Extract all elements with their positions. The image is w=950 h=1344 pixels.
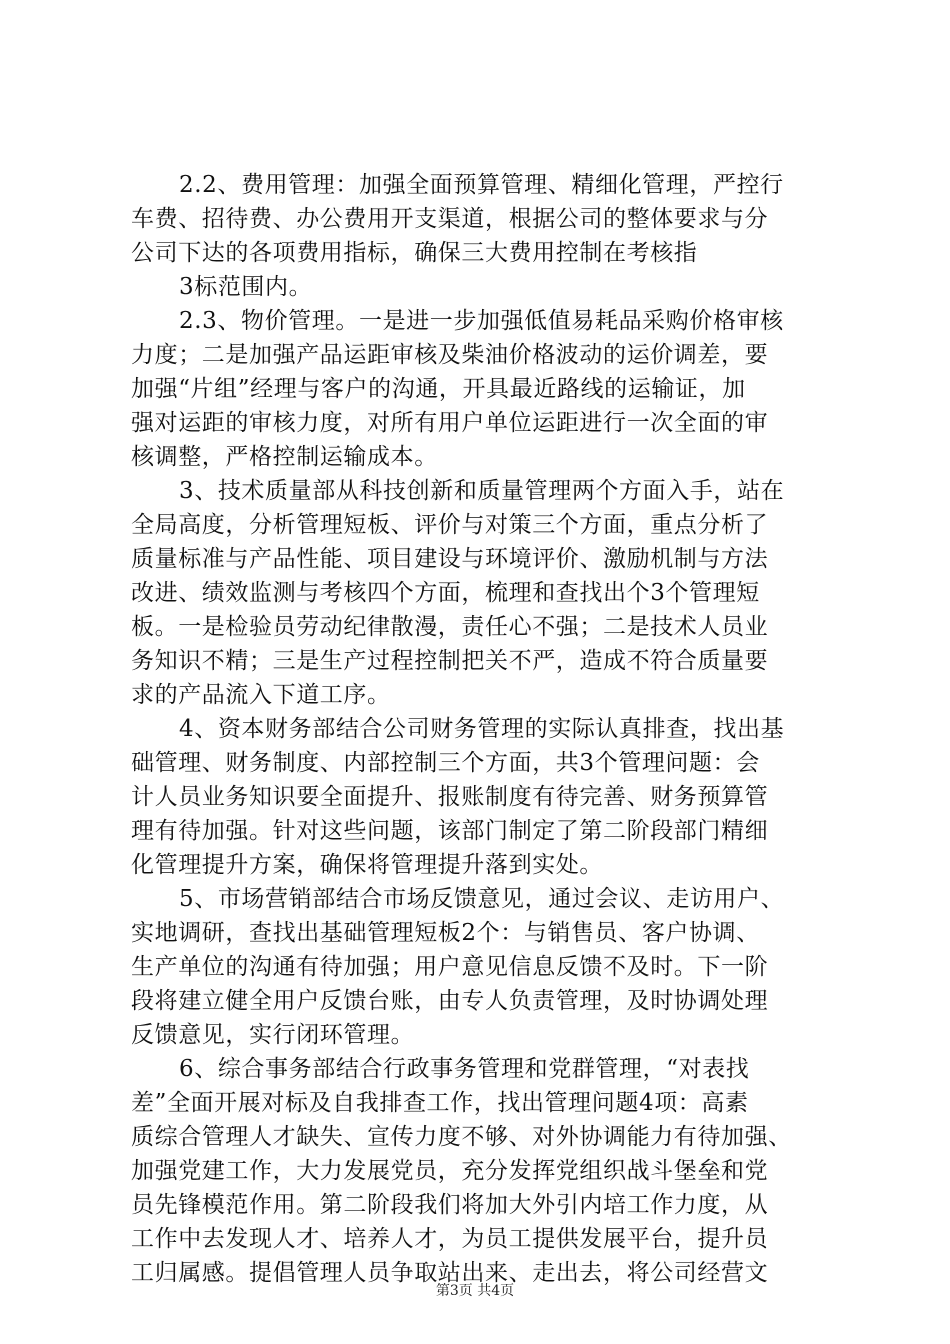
text-line: 化管理提升方案，确保将管理提升落到实处。	[131, 852, 603, 878]
text-line: 3、技术质量部从科技创新和质量管理两个方面入手，站在	[179, 478, 785, 504]
text-line: 质综合管理人才缺失、宣传力度不够、对外协调能力有待加强、	[131, 1124, 792, 1150]
text-line: 4、资本财务部结合公司财务管理的实际认真排查，找出基	[179, 716, 785, 742]
text-line: 板。一是检验员劳动纪律散漫，责任心不强；二是技术人员业	[131, 614, 769, 640]
text-line: 务知识不精；三是生产过程控制把关不严，造成不符合质量要	[131, 648, 769, 674]
text-line: 计人员业务知识要全面提升、报账制度有待完善、财务预算管	[131, 784, 769, 810]
text-line: 核调整，严格控制运输成本。	[131, 444, 438, 470]
text-line: 全局高度，分析管理短板、评价与对策三个方面，重点分析了	[131, 512, 769, 538]
text-line: 工作中去发现人才、培养人才，为员工提供发展平台，提升员	[131, 1226, 769, 1252]
text-line: 改进、绩效监测与考核四个方面，梳理和查找出个3个管理短	[131, 580, 760, 606]
text-line: 础管理、财务制度、内部控制三个方面，共3个管理问题：会	[131, 750, 760, 776]
text-line: 实地调研，查找出基础管理短板2个：与销售员、客户协调、	[131, 920, 760, 946]
text-line: 理有待加强。针对这些问题，该部门制定了第二阶段部门精细	[131, 818, 769, 844]
document-body	[131, 168, 841, 1290]
text-line: 段将建立健全用户反馈台账，由专人负责管理，及时协调处理	[131, 988, 769, 1014]
text-line: 加强“片组”经理与客户的沟通，开具最近路线的运输证，加	[131, 376, 746, 402]
text-line: 力度；二是加强产品运距审核及柴油价格波动的运价调差，要	[131, 342, 769, 368]
text-line: 2.3、物价管理。一是进一步加强低值易耗品采购价格审核	[179, 308, 784, 334]
text-line: 反馈意见，实行闭环管理。	[131, 1022, 415, 1048]
text-line: 质量标准与产品性能、项目建设与环境评价、激励机制与方法	[131, 546, 769, 572]
text-line: 5、市场营销部结合市场反馈意见，通过会议、走访用户、	[179, 886, 785, 912]
text-line: 求的产品流入下道工序。	[131, 682, 391, 708]
text-line: 生产单位的沟通有待加强；用户意见信息反馈不及时。下一阶	[131, 954, 769, 980]
text-line: 6、综合事务部结合行政事务管理和党群管理，“对表找	[179, 1056, 750, 1082]
page-number-label: 第3页 共4页	[435, 1283, 515, 1299]
page-footer	[0, 1280, 950, 1300]
text-line: 差”全面开展对标及自我排查工作，找出管理问题4项：高素	[131, 1090, 749, 1116]
text-line: 2.2、费用管理：加强全面预算管理、精细化管理，严控行	[179, 172, 784, 198]
text-line: 加强党建工作，大力发展党员，充分发挥党组织战斗堡垒和党	[131, 1158, 769, 1184]
text-line: 工归属感。提倡管理人员争取站出来、走出去，将公司经营文	[131, 1260, 769, 1286]
text-line: 3标范围内。	[179, 274, 313, 300]
text-line: 车费、招待费、办公费用开支渠道，根据公司的整体要求与分	[131, 206, 769, 232]
text-line: 强对运距的审核力度，对所有用户单位运距进行一次全面的审	[131, 410, 769, 436]
document-text	[131, 168, 841, 1290]
text-line: 公司下达的各项费用指标，确保三大费用控制在考核指	[131, 240, 698, 266]
text-line: 员先锋模范作用。第二阶段我们将加大外引内培工作力度，从	[131, 1192, 769, 1218]
